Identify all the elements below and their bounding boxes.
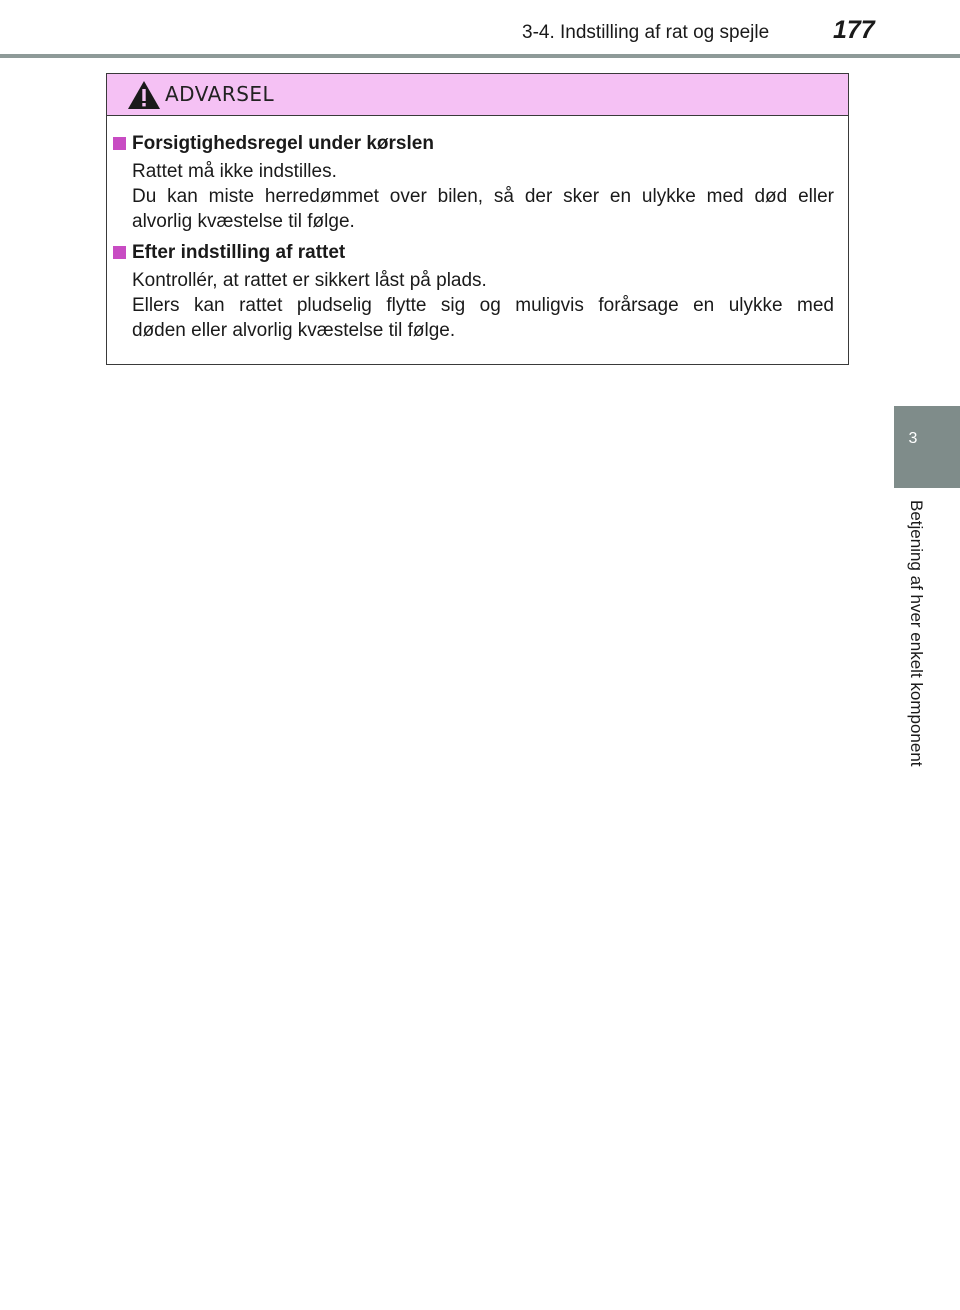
warning-section-driving <box>113 131 834 234</box>
body-line: døden eller alvorlig kvæstelse til følge. <box>132 320 456 341</box>
section-heading <box>113 131 834 157</box>
chapter-number: 3 <box>908 430 918 447</box>
section-body <box>113 159 834 234</box>
section-heading-text: Efter indstilling af rattet <box>132 242 346 263</box>
section-body <box>113 268 834 343</box>
header-divider <box>0 54 960 58</box>
page-header <box>0 0 960 60</box>
warning-title: ADVARSEL <box>165 82 275 106</box>
chapter-tab <box>894 406 960 488</box>
body-line: Du kan miste herredømmet over bilen, så der sker en ulykke med død eller <box>132 186 834 207</box>
section-title: 3-4. Indstilling af rat og spejle <box>522 22 770 43</box>
square-bullet-icon <box>113 137 126 150</box>
page-number: 177 <box>833 16 875 44</box>
body-line: alvorlig kvæstelse til følge. <box>132 211 355 232</box>
square-bullet-icon <box>113 246 126 259</box>
warning-triangle-icon <box>127 80 161 110</box>
warning-section-after-adjust <box>113 240 834 343</box>
warning-header <box>107 74 848 116</box>
body-line: Kontrollér, at rattet er sikkert låst på plads. <box>132 270 487 291</box>
warning-box <box>106 73 849 365</box>
section-heading <box>113 240 834 266</box>
chapter-label: Betjening af hver enkelt komponent <box>907 500 926 767</box>
section-heading-text: Forsigtighedsregel under kørslen <box>132 133 434 154</box>
body-line: Rattet må ikke indstilles. <box>132 161 337 182</box>
body-line: Ellers kan rattet pludselig flytte sig og muligvis forårsage en ulykke med <box>132 295 834 316</box>
